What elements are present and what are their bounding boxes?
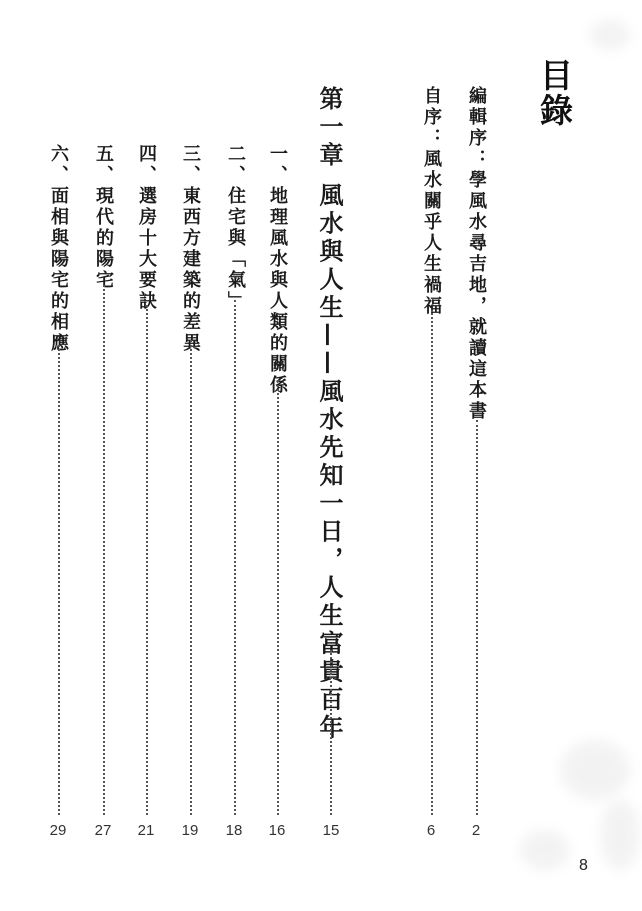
toc-entry-section-3: 三、東西方建築的差異 — [180, 144, 201, 354]
toc-entry-author-preface: 自序：風水關乎人生禍福 — [421, 86, 442, 317]
toc-page-number: 15 — [322, 822, 340, 839]
toc-entry-section-6: 六、面相與陽宅的相應 — [48, 144, 69, 354]
ink-wash-decoration — [590, 20, 630, 50]
toc-leader — [190, 340, 192, 815]
toc-page-number: 29 — [49, 822, 67, 839]
ink-wash-decoration — [560, 740, 630, 800]
toc-entry-section-5: 五、現代的陽宅 — [93, 144, 114, 291]
toc-page-number: 18 — [225, 822, 243, 839]
toc-title: 目錄 — [535, 58, 574, 128]
toc-leader — [234, 300, 236, 815]
toc-page-number: 19 — [181, 822, 199, 839]
toc-entry-editor-preface: 編輯序：學風水尋吉地，就讀這本書 — [466, 86, 487, 422]
toc-page-number: 21 — [137, 822, 155, 839]
ink-wash-decoration — [520, 830, 570, 870]
toc-page-number: 2 — [471, 822, 481, 839]
toc-leader — [476, 420, 478, 815]
toc-page-number: 6 — [426, 822, 436, 839]
toc-leader — [103, 285, 105, 815]
toc-entry-section-1: 一、地理風水與人類的關係 — [267, 144, 288, 396]
toc-leader — [58, 345, 60, 815]
toc-leader — [330, 650, 332, 815]
toc-page-number: 27 — [94, 822, 112, 839]
toc-page-number: 16 — [268, 822, 286, 839]
toc-leader — [277, 380, 279, 815]
toc-leader — [146, 305, 148, 815]
toc-entry-section-2: 二、住宅與「氣」 — [225, 144, 246, 312]
ink-wash-decoration — [600, 800, 640, 870]
toc-entry-section-4: 四、選房十大要訣 — [136, 144, 157, 312]
page-number: 8 — [579, 857, 588, 874]
toc-leader — [431, 310, 433, 815]
toc-entry-chapter-1: 第一章 風水與人生——風水先知一日，人生富貴百年 — [315, 86, 344, 743]
